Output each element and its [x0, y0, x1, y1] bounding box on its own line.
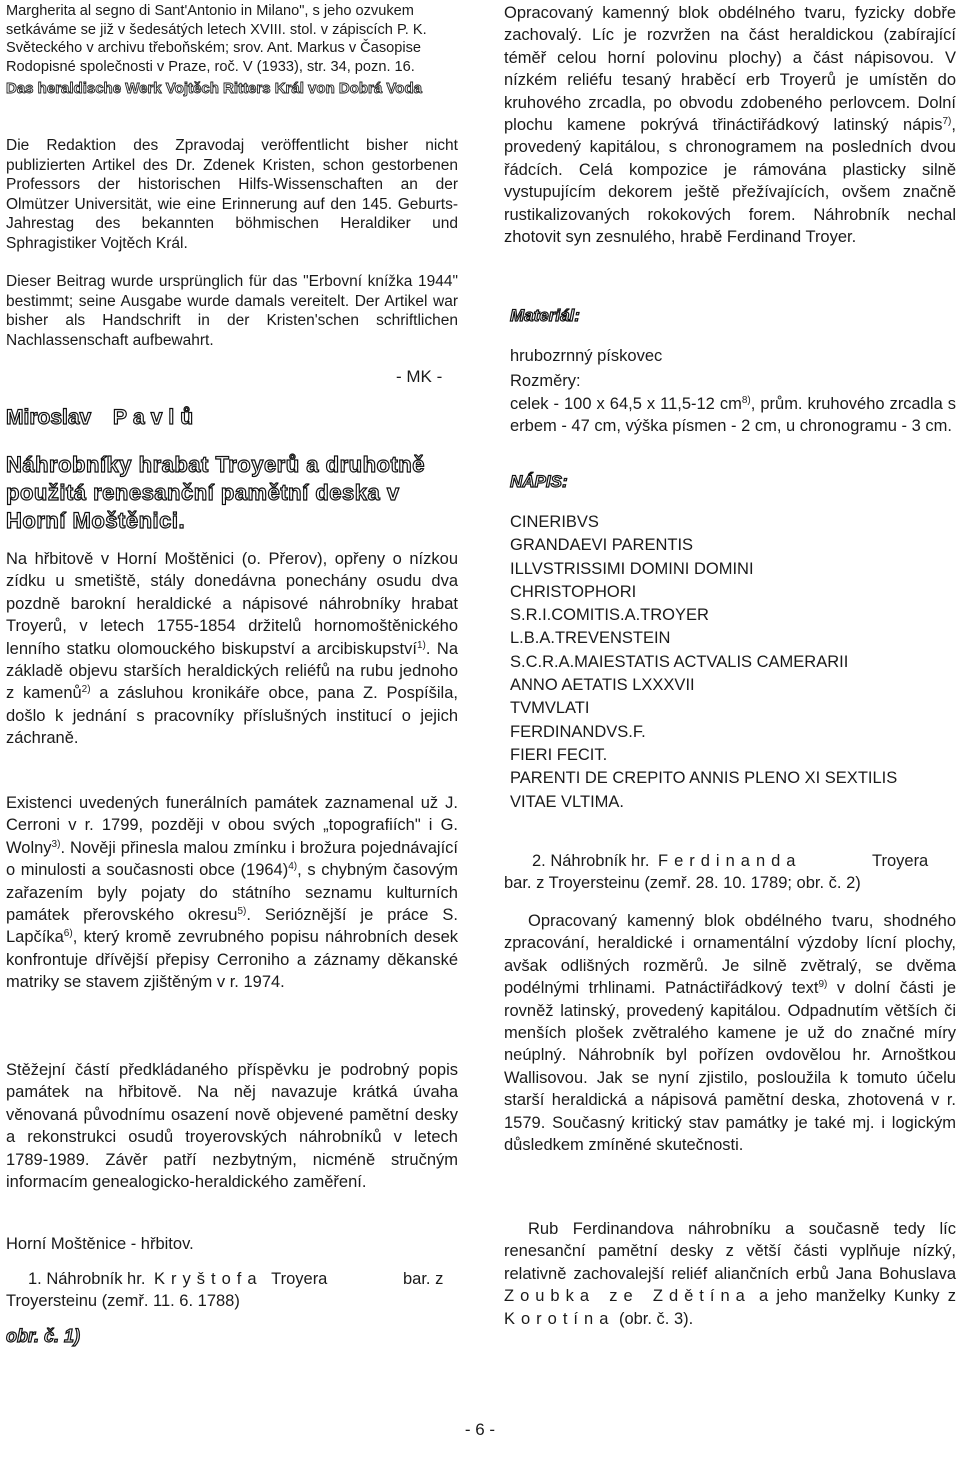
- material-value: hrubozrnný pískovec: [510, 347, 663, 365]
- item-1-heading: 1. Náhrobník hr. Kryštofa Troyera bar. z: [28, 1270, 444, 1288]
- inscription-line: CHRISTOPHORI: [510, 582, 637, 601]
- dimensions-label: Rozměry:: [510, 372, 581, 390]
- article-title: Náhrobníky hrabat Troyerů a druhotně použitá renesanční pamětní deska v Horní Moštěnici.: [6, 452, 425, 533]
- author-first-name: Miroslav: [6, 406, 92, 429]
- footnote-ref: 7): [942, 116, 952, 128]
- inscription-line: PARENTI DE CREPITO ANNIS PLENO XI SEXTILIS: [510, 769, 898, 788]
- german-paragraph-2: Dieser Beitrag wurde ursprünglich für das "Erbovní knížka 1944" bestimmt; seine Ausgabe wurde damals vereitelt. Der Artikel war bisher als Handschrift in der Kristen'schen schriftlichen Nachlassenschaft aufbewahrt.: [6, 273, 458, 349]
- page-number: - 6 -: [464, 1420, 496, 1439]
- description-3: Rub Ferdinandova náhrobníku a současně tedy líc renesanční pamětní desky z větší části vyplňuje nízký, relativně zachovalejší reliéf aliančních erbů Jana Bohuslava Zoubka ze Zdětína a jeho manželky Kunky z Korotína (obr. č. 3).: [504, 1220, 956, 1328]
- footnote-ref: 3): [51, 838, 61, 850]
- material-label: Materiál:: [510, 306, 580, 325]
- description-1: Opracovaný kamenný blok obdélného tvaru, fyzicky dobře zachovalý. Líc je rozvržen na část heraldickou (zabírající téměř celou horní polovinu plochy) a část nápisovou. V nízkém reliéfu tesaný hraběcí erb Troyerů je umístěn do kruhového zrcadla, po obvodu zdobeného perlovcem. Dolní plochu kamene pokrývá třináctiřádkový latinský nápis$^{7)}$, provedený kapitálou, s chronogramem na posledních dvou řádcích. Celá kompozice je rámována plasticky silně vystupujícím dekorem ještě přežívajících, ovšem značně rustikalizovaných rokokových forem. Náhrobník nechal zhotovit syn zesnulého, hrabě Ferdinand Troyer.: [504, 4, 956, 247]
- inscription-line: VITAE VLTIMA.: [510, 792, 624, 811]
- footnote-ref: 2): [81, 684, 91, 696]
- inscription-line: FIERI FECIT.: [510, 745, 608, 764]
- item-1-detail: Troyersteinu (zemř. 11. 6. 1788): [6, 1292, 240, 1310]
- inscription-line: S.C.R.A.MAIESTATIS ACTVALIS CAMERARII: [510, 652, 849, 671]
- footnote-ref: 9): [818, 979, 828, 991]
- footnote-ref: 1): [416, 639, 426, 651]
- footnote-ref: 8): [741, 395, 751, 406]
- signature: - MK -: [396, 367, 443, 386]
- item-2-heading: 2. Náhrobník hr. Ferdinanda: [532, 852, 802, 870]
- author-name: [6, 406, 458, 430]
- inscription-line: L.B.A.TREVENSTEIN: [510, 629, 671, 648]
- inscription-line: ANNO AETATIS LXXXVII: [510, 676, 695, 695]
- inscription-label: NÁPIS:: [510, 472, 568, 491]
- footnote-ref: 6): [63, 928, 73, 940]
- author-last-name: Pavlů: [113, 406, 200, 429]
- paragraph-2: Existenci uvedených funerálních památek zaznamenal už J. Cerroni v r. 1799, později v obou svých „topografiích" i G. Wolny$^{3)}$. Nověji přinesla malou zmínku i brožura pojednávající o minulosti a současnosti obce $(1964)^{4)}$, s chybným časovým zařazením byly pojaty do státního seznamu kulturních památek přerovského okresu$^{5)}$. Serióznější je práce S. Lapčíka$^{6)}$, který kromě zevrubného popisu náhrobních desek konfrontuje dřívější přepisy Cerroniho a záznamy děkanské matriky se stavem zjištěným v r. 1974.: [6, 794, 458, 992]
- german-title: Das heraldische Werk Vojtěch Ritters Král von Dobrá Voda: [6, 80, 422, 97]
- german-paragraph-1: Die Redaktion des Zpravodaj veröffentlicht bisher nicht publizierten Artikel des Dr. Zdenek Kristen, schon gestorbenen Professors der historischen Hilfs-Wissenschaften an der Olmützer Universität, wie eine Erinnerung auf den 145. Geburts-Jahrestag des bekannten böhmischen Heraldiker und Sphragistiker Vojtěch Král.: [6, 137, 458, 252]
- footnote-ref: 5): [237, 906, 247, 918]
- figure-reference: obr. č. 1): [6, 1326, 81, 1346]
- inscription-line: FERDINANDVS.F.: [510, 722, 646, 741]
- footnote-continuation: Margherita al segno di Sant'Antonio in Milano", s jeho ozvukem setkáváme se již v šedesátých letech XVIII. stol. v zápiscích P. K. Světeckého v archivu třeboňském; srov. Ant. Markus v Časopise Rodopisné společnosti v Praze, roč. V (1933), str. 34, pozn. 16.: [6, 3, 427, 75]
- section-heading: Horní Moštěnice - hřbitov.: [6, 1235, 194, 1253]
- inscription-line: TVMVLATI: [510, 699, 590, 718]
- inscription-line: ILLVSTRISSIMI DOMINI DOMINI: [510, 559, 754, 578]
- item-2-detail: Troyera bar. z Troyersteinu (zemř. 28. 10. 1789; obr. č. 2): [504, 852, 929, 893]
- inscription-line: CINERIBVS: [510, 513, 599, 531]
- inscription-text: [510, 511, 956, 814]
- dimensions-value: celek - 100 x 64,5 x 11,5-12 $cm^{8)}$, prům. kruhového zrcadla s erbem - 47 cm, výška písmen - 2 cm, u chronogramu - 3 cm.: [510, 395, 956, 436]
- inscription-line: GRANDAEVI PARENTIS: [510, 536, 694, 555]
- paragraph-1: Na hřbitově v Horní Moštěnici (o. Přerov), opřeny o nízkou zídku u smetiště, stály donedávna ponechány osudu dva pozdně barokní heraldické a nápisové náhrobníky hrabat Troyerů, v letech 1755-1854 držitelů hornomoštěnického lenního statku olomouckého biskupství a arcibiskupství$^{1)}$. Na základě objevu starších heraldických reliéfů na rubu jednoho z kamenů$^{2)}$ a zásluhou kronikáře obce, pana Z. Pospíšila, došlo k jednání s pracovníky příslušných institucí o jejich záchraně.: [6, 550, 459, 748]
- inscription-line: S.R.I.COMITIS.A.TROYER: [510, 606, 709, 625]
- footnote-ref: 4): [288, 861, 298, 873]
- description-2: Opracovaný kamenný blok obdélného tvaru, shodného zpracování, heraldické i ornamentální výzdoby lícní plochy, avšak odlišných rozměrů. Je silně zvětralý, se dvěma podélnými trhlinami. Patnáctiřádkový text$^{9)}$ v dolní části je rovněž latinský, provedený kapitálou. Odpadnutím větších či menších plošek zvětralého kamene je už do značné míry neúplný. Náhrobník byl pořízen ovdovělou hr. Arnoštkou Wallisovou. Jak se nyní zjistilo, posloužila k tomuto účelu starší heraldická a nápisová pamětní deska, zhotovená v r. 1579. Současný kritický stav památky je také mj. i logickým důsledkem zmíněné skutečnosti.: [504, 912, 956, 1155]
- paragraph-3: Stěžejní částí předkládaného příspěvku je podrobný popis památek na hřbitově. Na něj navazuje krátká úvaha věnovaná původnímu osazení nově objevené pamětní desky a rekonstrukci osudů troyerovských náhrobníků v letech 1789-1989. Závěr patří nezbytným, nicméně stručným informacím genealogicko-heraldického zaměření.: [6, 1061, 458, 1192]
